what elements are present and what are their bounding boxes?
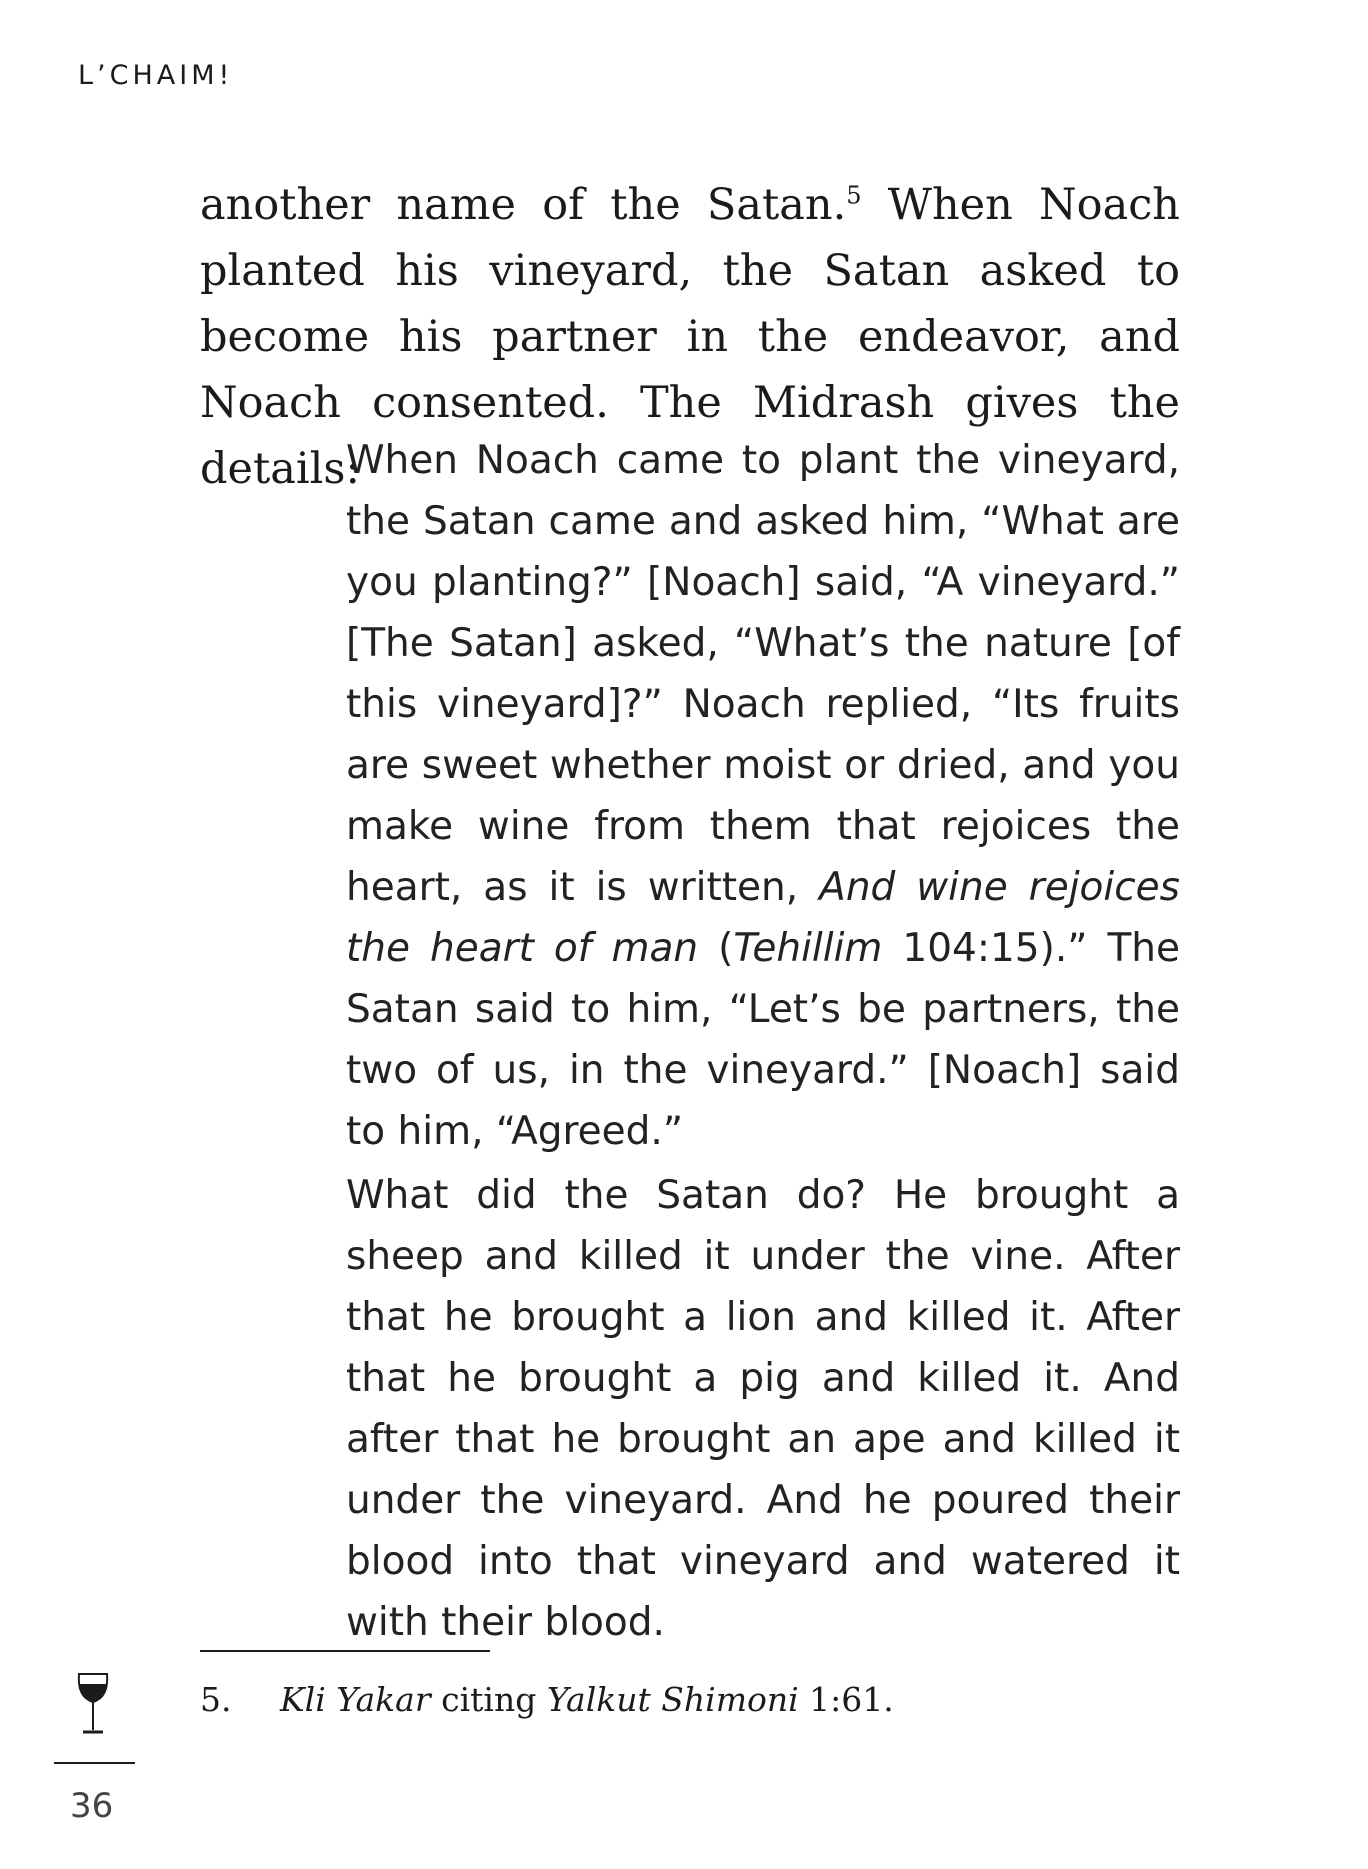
footnote-source-b: Yalkut Shimoni — [546, 1680, 799, 1719]
footnote-divider — [200, 1650, 490, 1652]
wine-glass-icon — [76, 1672, 110, 1736]
main-paragraph-text-b: When Noach planted his vineyard, the Satan asked to become his partner in the endeavor, and Noach consented. The Midrash gives the details: — [200, 180, 1180, 494]
midrash-quote-1 — [346, 430, 1180, 1162]
midrash-quote-2: What did the Satan do? He brought a sheep and killed it under the vine. After that he brought a lion and killed it. After that he brought a pig and killed it. And after that he brought an ape and killed it under the vineyard. And he poured their blood into that vineyard and watered it with their blood. — [346, 1173, 1180, 1645]
quote-1-italic-book: Tehillim — [733, 926, 883, 971]
footnote-reference: 5 — [846, 181, 862, 210]
running-head: L’CHAIM! — [78, 60, 234, 91]
footnote — [200, 1678, 1180, 1722]
quote-1-text-b: ( — [698, 926, 734, 971]
quote-1-text-c: 104:15).” The Satan said to him, “Let’s be partners, the two of us, in the vineyard.” [Noach] said to him, “Agreed.” — [346, 926, 1180, 1154]
footnote-source-a: Kli Yakar — [280, 1680, 431, 1719]
footnote-number: 5. — [200, 1680, 232, 1719]
page-number: 36 — [70, 1786, 114, 1826]
footnote-text-middle: citing — [430, 1680, 547, 1719]
folio-divider — [54, 1762, 135, 1764]
footnote-text-tail: 1:61. — [798, 1680, 894, 1719]
quote-1-text-a: When Noach came to plant the vineyard, the Satan came and asked him, “What are you planting?” [Noach] said, “A vineyard.” [The Satan] asked, “What’s the nature [of this vineyard]?” Noach replied, “Its fruits are sweet whether moist or dried, and you make wine from them that rejoices the heart, as it is written, — [346, 438, 1180, 910]
quote-1-italic-verse: And wine rejoices the heart of man — [346, 865, 1180, 971]
main-paragraph-text-a: another name of the Satan. — [200, 180, 847, 230]
